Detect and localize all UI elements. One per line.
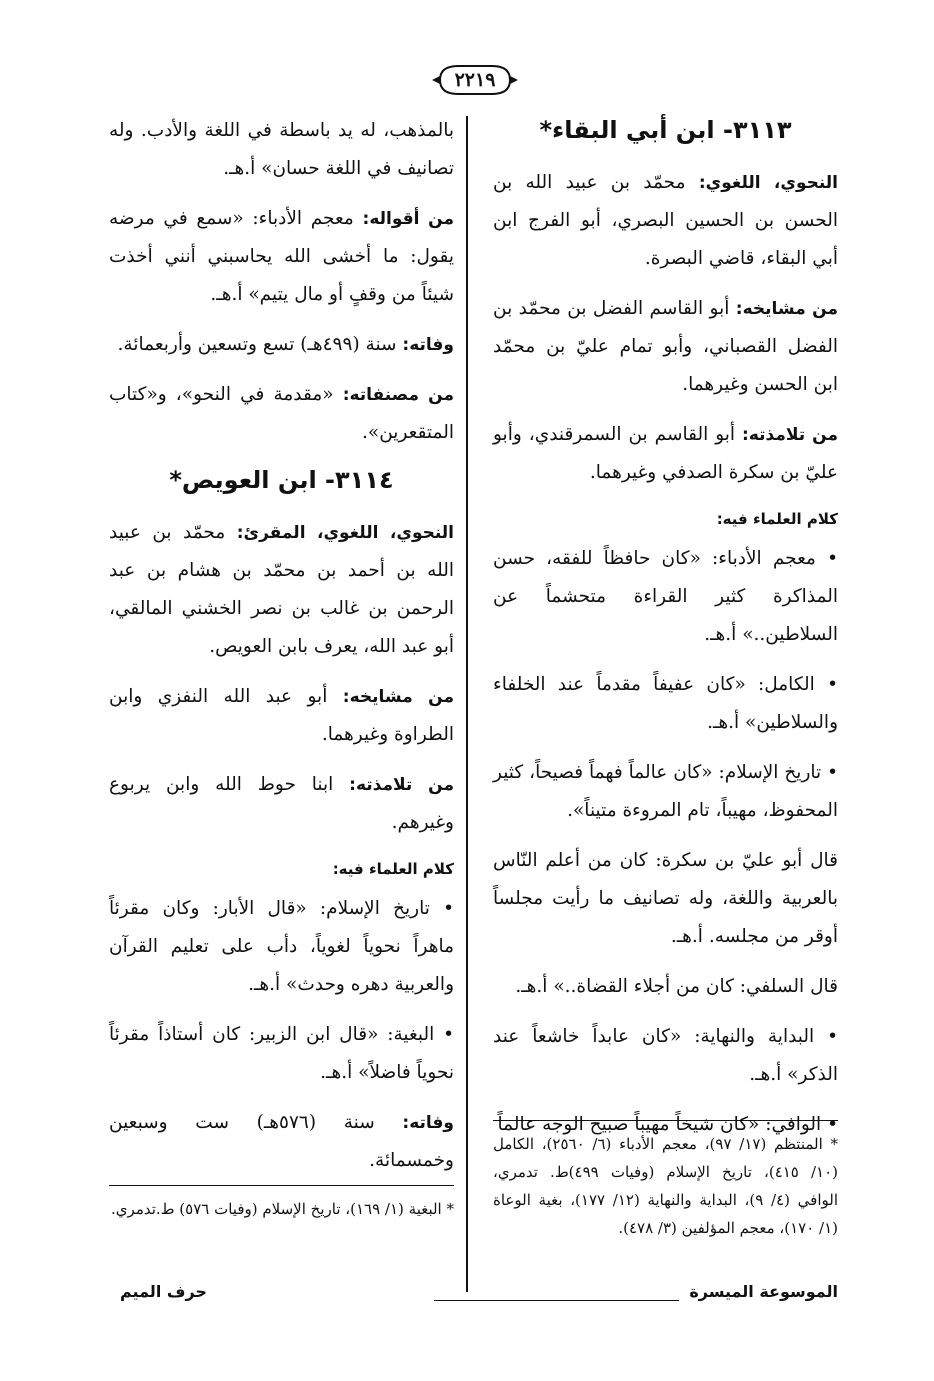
death-label: وفاته: bbox=[402, 1113, 454, 1133]
quote-paragraph: • البداية والنهاية: «كان عابداً خاشعاً عند الذكر» أ.هـ. bbox=[493, 1026, 838, 1085]
teachers-label: من مشايخه: bbox=[735, 299, 838, 319]
entry-bio bbox=[493, 164, 838, 278]
entry-bio bbox=[109, 514, 454, 666]
works-text: «مقدمة في النحو»، و«كتاب المتقعرين». bbox=[109, 384, 454, 443]
footnote-right: * المنتظم (١٧/ ٩٧)، معجم الأدباء (٦/ ٢٥٦٠)، الكامل (١٠/ ٤١٥)، تاريخ الإسلام (وفيات ٤٩٩)ط. تدمري، الوافي (٤/ ٩)، البداية والنهاية (١٢/ ١٧٧)، بغية الوعاة (١/ ١٧٠)، معجم المؤلفين (٣/ ٤٧٨). bbox=[493, 1135, 839, 1237]
page-number: ٢٢١٩ bbox=[454, 69, 496, 91]
entry-teachers bbox=[109, 678, 454, 754]
right-column bbox=[493, 112, 838, 1156]
footnote-left: * البغية (١/ ١٦٩)، تاريخ الإسلام (وفيات ٥٧٦) ط.تدمري. bbox=[111, 1200, 454, 1218]
quote-paragraph: • الكامل: «كان عفيفاً مقدماً عند الخلفاء والسلاطين» أ.هـ. bbox=[493, 674, 838, 733]
entry-title-3114: ٣١١٤- ابن العويص* bbox=[169, 466, 394, 494]
entry-students bbox=[493, 416, 838, 492]
works-label: من مصنفاته: bbox=[342, 385, 454, 405]
entry-title-3113: ٣١١٣- ابن أبي البقاء* bbox=[539, 116, 792, 144]
students-label: من تلامذته: bbox=[742, 425, 838, 445]
death-text: سنة (٤٩٩هـ) تسع وتسعين وأربعمائة. bbox=[117, 334, 403, 355]
bio-text: محمّد بن عبيد الله بن أحمد بن محمّد بن هشام بن عبد الرحمن بن غالب بن نصر الخشني المالقي، أبو عبد الله، يعرف بابن العويص. bbox=[109, 522, 454, 657]
quote-paragraph: • الوافي: «كان شيخاً مهيباً صبيح الوجه عالماً bbox=[497, 1114, 838, 1135]
sayings-text: معجم الأدباء: «سمع في مرضه يقول: ما أخشى الله يحاسبني أنني أخذت شيئاً من وقفٍ أو مال يتيم» أ.هـ. bbox=[109, 208, 454, 305]
students-text: ابنا حوط الله وابن يربوع وغيرهم. bbox=[109, 774, 454, 833]
page-number-badge bbox=[430, 62, 520, 98]
quote-paragraph: • معجم الأدباء: «كان حافظاً للفقه، حسن المذاكرة كثير القراءة متحشماً عن السلاطين..» أ.هـ. bbox=[493, 548, 838, 645]
students-text: أبو القاسم بن السمرقندي، وأبو عليّ بن سكرة الصدفي وغيرهما. bbox=[493, 424, 838, 483]
quote-paragraph: • تاريخ الإسلام: «قال الأبار: وكان مقرئاً ماهراً نحوياً لغوياً، دأب على تعليم القرآن والعربية دهره وحدث» أ.هـ. bbox=[109, 898, 454, 995]
death-text: سنة (٥٧٦هـ) ست وسبعين وخمسمائة. bbox=[109, 1112, 454, 1171]
sayings-label: من أقواله: bbox=[362, 209, 454, 229]
bio-text: محمّد بن عبيد الله بن الحسن بن الحسين البصري، أبو الفرج ابن أبي البقاء، قاضي البصرة. bbox=[493, 172, 838, 269]
scholars-heading: كلام العلماء فيه: bbox=[716, 510, 838, 528]
students-label: من تلامذته: bbox=[349, 775, 454, 795]
scholars-heading: كلام العلماء فيه: bbox=[332, 860, 454, 878]
death-3113 bbox=[109, 326, 454, 364]
death-label: وفاته: bbox=[402, 335, 454, 355]
teachers-text: أبو القاسم الفضل بن محمّد بن الفضل القصباني، وأبو تمام عليّ بن محمّد ابن الحسن وغيرهما. bbox=[493, 298, 838, 395]
sayings bbox=[109, 200, 454, 314]
entry-students bbox=[109, 766, 454, 842]
footnote-rule-right bbox=[493, 1120, 838, 1121]
footer-rule bbox=[434, 1300, 679, 1301]
footer-book-title: الموسوعة الميسرة bbox=[689, 1282, 838, 1301]
teachers-text: أبو عبد الله النفزي وابن الطراوة وغيرهما. bbox=[109, 686, 454, 745]
footnote-rule-left bbox=[109, 1185, 454, 1186]
footer-section-title: حرف الميم bbox=[120, 1282, 207, 1301]
column-divider bbox=[466, 116, 468, 1292]
bio-label: النحوي، اللغوي: bbox=[698, 173, 839, 193]
quote-paragraph: قال أبو عليّ بن سكرة: كان من أعلم النّاس بالعربية واللغة، وله تصانيف ما رأيت مجلساً أوقر من مجلسه. أ.هـ. bbox=[493, 850, 838, 947]
quote-paragraph: قال السلفي: كان من أجلاء القضاة..» أ.هـ. bbox=[515, 976, 838, 997]
quote-paragraph: • تاريخ الإسلام: «كان عالماً فهماً فصيحاً، كثير المحفوظ، مهيباً، تام المروءة متيناً». bbox=[493, 762, 838, 821]
left-column bbox=[109, 112, 454, 1192]
teachers-label: من مشايخه: bbox=[342, 687, 454, 707]
quote-paragraph: • البغية: «قال ابن الزبير: كان أستاذاً مقرئاً نحوياً فاضلاً» أ.هـ. bbox=[109, 1024, 454, 1083]
works bbox=[109, 376, 454, 452]
entry-teachers bbox=[493, 290, 838, 404]
bio-label: النحوي، اللغوي، المقرئ: bbox=[236, 523, 454, 543]
death-3114 bbox=[109, 1104, 454, 1180]
continuation-text: بالمذهب، له يد باسطة في اللغة والأدب. وله تصانيف في اللغة حسان» أ.هـ. bbox=[109, 120, 454, 179]
